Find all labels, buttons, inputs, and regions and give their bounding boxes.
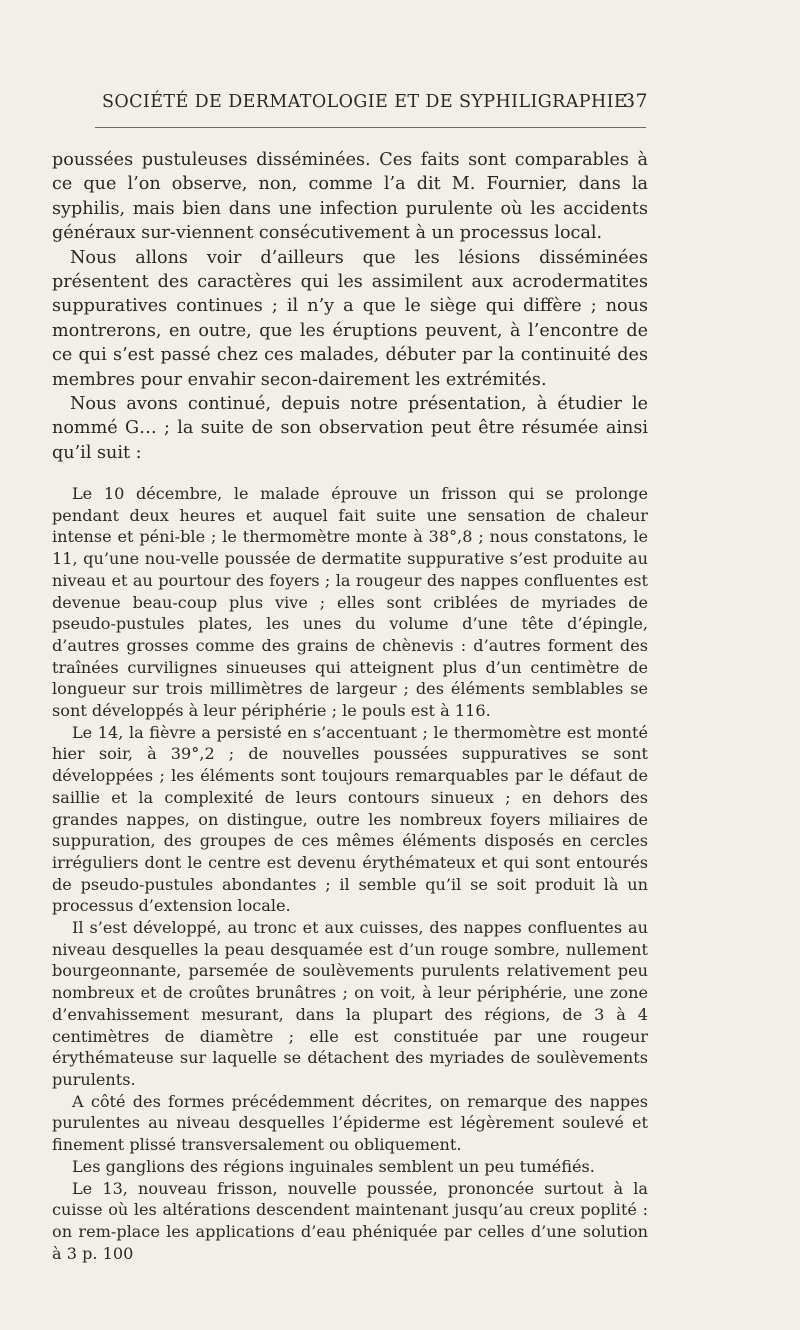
running-title: SOCIÉTÉ DE DERMATOLOGIE ET DE SYPHILIGRAPHIE: [102, 92, 628, 112]
observation-paragraph: Il s’est développé, au tronc et aux cuisses, des nappes confluentes au niveau desquelles la peau desquamée est d’un rouge sombre, nullement bourgeonnante, parsemée de soulèvements purulents relativement peu nombreux et de croûtes brunâtres ; on voit, à leur périphérie, une zone d’envahissement mesurant, dans la plupart des régions, de 3 à 4 centimètres de diamètre ; elle est constituée par une rougeur érythémateuse sur laquelle se détachent des myriades de soulèvements purulents.: [52, 918, 648, 1089]
page-number: 37: [623, 90, 648, 112]
header-rule: [95, 127, 646, 128]
page-content: [52, 88, 648, 1263]
observation-paragraph: A côté des formes précédemment décrites, on remarque des nappes purulentes au niveau desquelles l’épiderme est légèrement soulevé et finement plissé transversalement ou obliquement.: [52, 1091, 648, 1155]
main-text: [52, 148, 648, 465]
observation-paragraph: Le 13, nouveau frisson, nouvelle poussée, prononcée surtout à la cuisse où les altérations descendent maintenant jusqu’au creux poplité : on rem-place les applications d’eau phéniquée par celles d’une solution à 3 p. 100: [52, 1178, 648, 1263]
observation-paragraph: Le 14, la fièvre a persisté en s’accentuant ; le thermomètre est monté hier soir, à 39°,2 ; de nouvelles poussées suppuratives se sont développées ; les éléments sont toujours remarquables par le défaut de saillie et la complexité de leurs contours sinueux ; en dehors des grandes nappes, on distingue, outre les nombreux foyers miliaires de suppuration, des groupes de ces mêmes éléments disposés en cercles irréguliers dont le centre est devenu érythémateux et qui sont entourés de pseudo-pustules abondantes ; il semble qu’il se soit produit là un processus d’extension locale.: [52, 722, 648, 916]
observation-paragraph: Les ganglions des régions inguinales semblent un peu tuméfiés.: [72, 1156, 595, 1176]
observation-text: [52, 483, 648, 1264]
paragraph: Nous avons continué, depuis notre présentation, à étudier le nommé G… ; la suite de son observation peut être résumée ainsi qu’il suit :: [52, 394, 648, 463]
running-header: [52, 88, 648, 118]
observation-paragraph: Le 10 décembre, le malade éprouve un frisson qui se prolonge pendant deux heures et auquel fait suite une sensation de chaleur intense et péni-ble ; le thermomètre monte à 38°,8 ; nous constatons, le 11, qu’une nou-velle poussée de dermatite suppurative s’est produite au niveau et au pourtour des foyers ; la rougeur des nappes confluentes est devenue beau-coup plus vive ; elles sont criblées de myriades de pseudo-pustules plates, les unes du volume d’une tête d’épingle, d’autres grosses comme des grains de chènevis : d’autres forment des traînées curvilignes sinueuses qui atteignent plus d’un centimètre de longueur sur trois millimètres de largeur ; des éléments semblables se sont développés à leur périphérie ; le pouls est à 116.: [52, 484, 648, 721]
paragraph: poussées pustuleuses disséminées. Ces faits sont comparables à ce que l’on observe, non, comme l’a dit M. Fournier, dans la syphilis, mais bien dans une infection purulente où les accidents généraux sur-viennent consécutivement à un processus local.: [52, 150, 648, 244]
paragraph: Nous allons voir d’ailleurs que les lésions disséminées présentent des caractères qui les assimilent aux acrodermatites suppuratives continues ; il n’y a que le siège qui diffère ; nous montrerons, en outre, que les éruptions peuvent, à l’encontre de ce qui s’est passé chez ces malades, débuter par la continuité des membres pour envahir secon-dairement les extrémités.: [52, 247, 648, 390]
